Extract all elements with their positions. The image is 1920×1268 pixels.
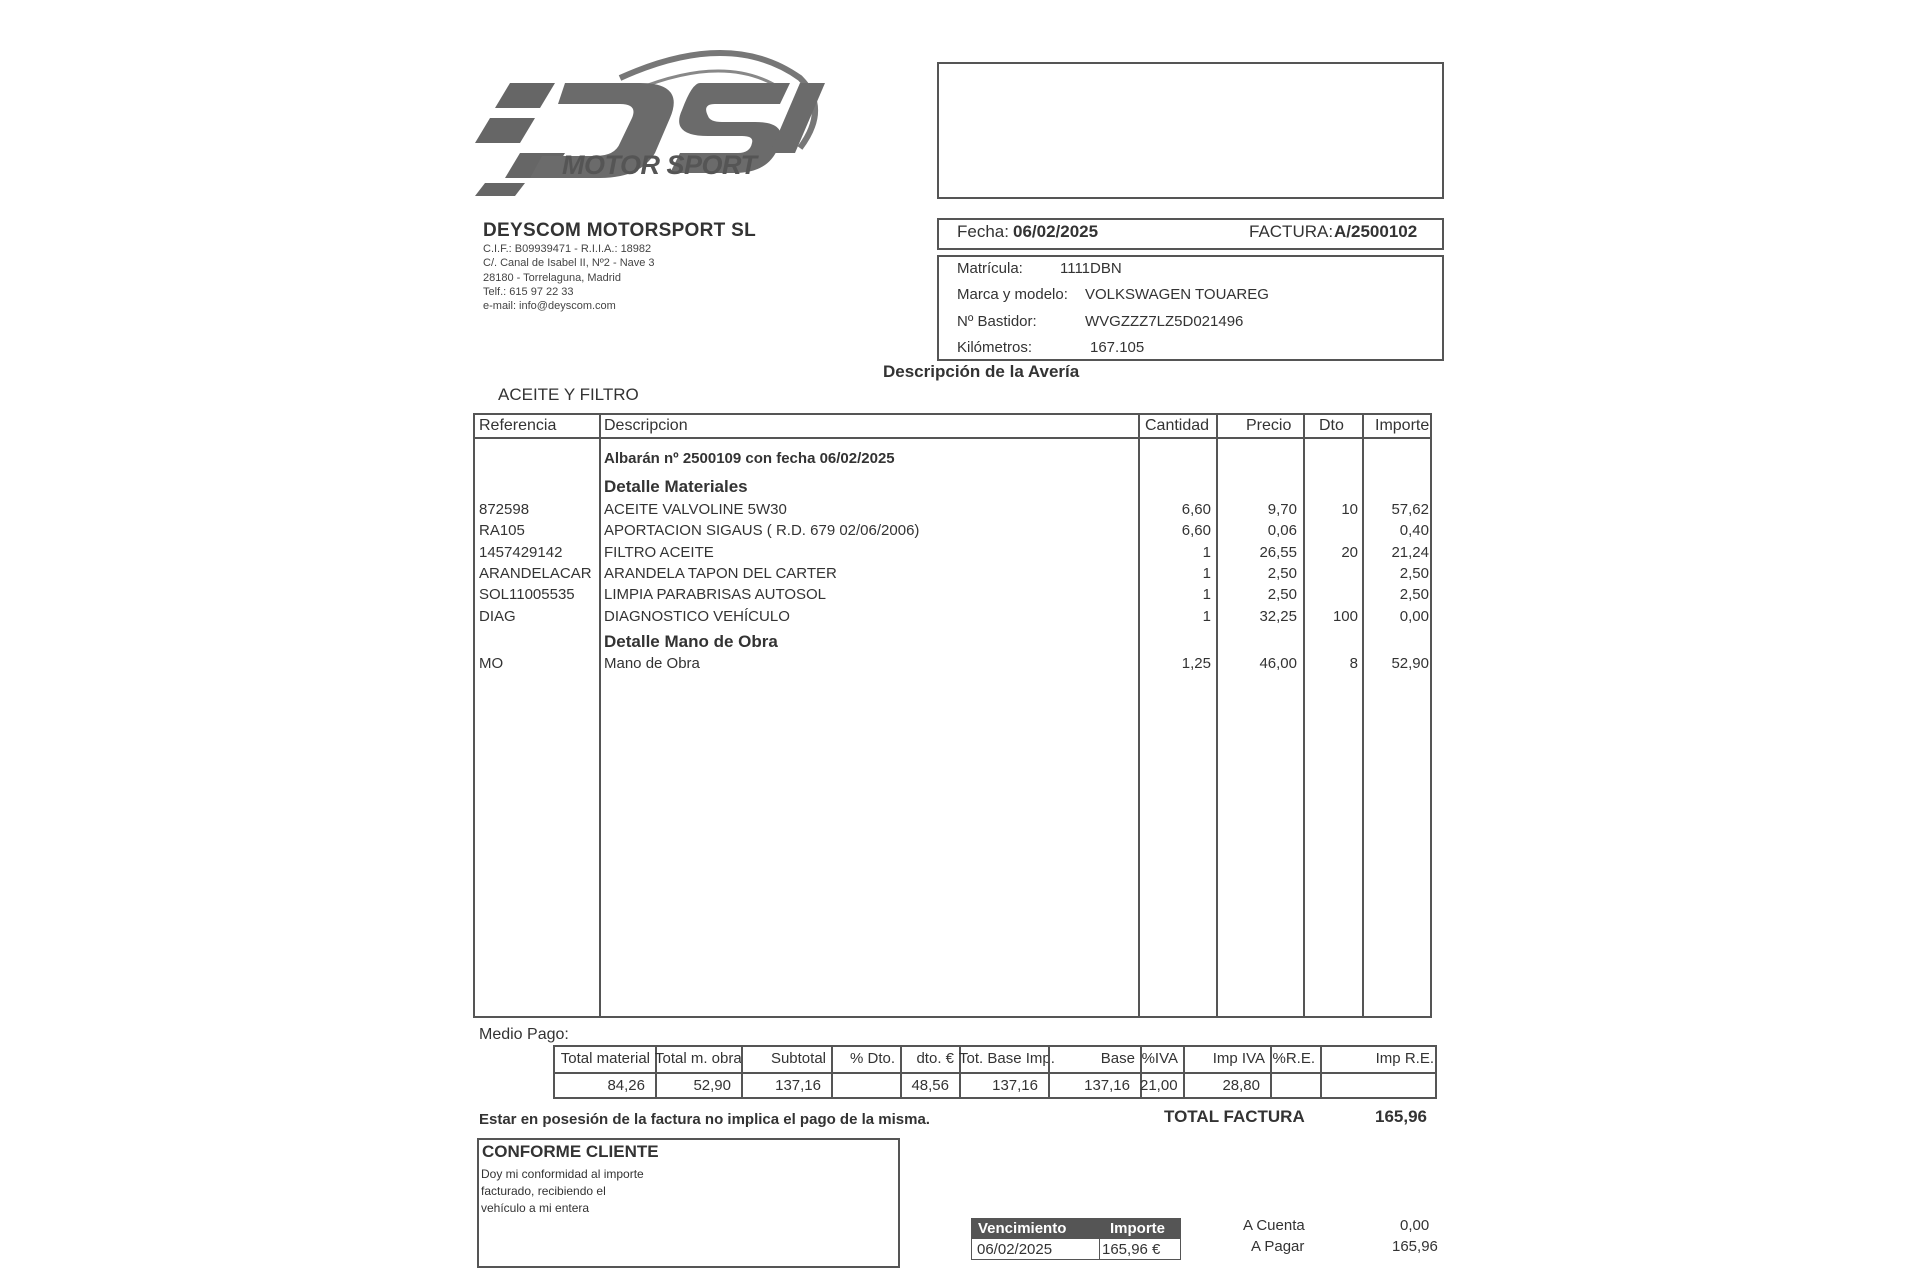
cell-dto: 8	[1349, 655, 1358, 672]
cell-referencia: DIAG	[479, 607, 516, 625]
cell-precio: 9,70	[1267, 501, 1297, 518]
cell-referencia: MO	[479, 655, 504, 672]
items-table	[473, 413, 1432, 1018]
totals-header: % Dto.	[849, 1050, 895, 1067]
matricula-value: 1111DBN	[1060, 260, 1122, 277]
header-descripcion: Descripcion	[604, 417, 688, 434]
factura-value: A/2500102	[1334, 222, 1418, 241]
averia-text: ACEITE Y FILTRO	[498, 385, 639, 404]
cell-precio: 2,50	[1267, 564, 1297, 582]
cell-precio: 32,25	[1259, 607, 1297, 625]
cell-precio: 26,55	[1259, 543, 1297, 561]
cell-referencia: 872598	[479, 501, 530, 518]
vencimiento-col-divider	[1099, 1219, 1100, 1259]
logo-text: MOTOR SPORT	[562, 150, 757, 180]
factura-label: FACTURA:	[1249, 222, 1334, 241]
km-value: 167.105	[1090, 339, 1145, 356]
totals-value: 21,00	[1140, 1077, 1178, 1094]
cell-importe: 2,50	[1399, 564, 1429, 582]
cell-importe: 21,24	[1391, 543, 1429, 561]
vencimiento-importe: 165,96 €	[1102, 1241, 1161, 1258]
a-cuenta-value: 0,00	[1400, 1217, 1430, 1234]
medio-pago-label: Medio Pago:	[479, 1026, 569, 1043]
cell-precio: 2,50	[1267, 586, 1297, 604]
cell-cantidad: 6,60	[1181, 501, 1211, 518]
company-phone: Telf.: 615 97 22 33	[483, 286, 574, 298]
col-divider	[599, 415, 601, 1016]
cell-descripcion: ARANDELA TAPON DEL CARTER	[604, 564, 837, 582]
cell-referencia: ARANDELACAR	[479, 564, 592, 582]
totals-table	[553, 1045, 1437, 1099]
totals-value: 52,90	[693, 1077, 731, 1094]
total-factura-label: TOTAL FACTURA	[1164, 1107, 1305, 1126]
client-address-box	[937, 62, 1444, 199]
totals-header: Subtotal	[770, 1050, 826, 1067]
totals-value: 48,56	[911, 1077, 949, 1094]
cell-dto: 100	[1332, 607, 1358, 625]
totals-header: Base	[1100, 1050, 1135, 1067]
totals-header: Imp R.E.	[1375, 1050, 1434, 1067]
cell-importe: 2,50	[1399, 586, 1429, 604]
cell-descripcion: FILTRO ACEITE	[604, 543, 714, 561]
a-cuenta-label: A Cuenta	[1243, 1217, 1305, 1234]
header-precio: Precio	[1246, 417, 1292, 434]
company-city: 28180 - Torrelaguna, Madrid	[483, 272, 621, 284]
cell-importe: 0,00	[1399, 607, 1429, 625]
company-address: C/. Canal de Isabel II, Nº2 - Nave 3	[483, 257, 655, 269]
conforme-line: facturado, recibiendo el	[481, 1184, 606, 1198]
totals-header: dto. €	[916, 1050, 954, 1067]
cell-precio: 0,06	[1267, 522, 1297, 540]
totals-value: 137,16	[1084, 1077, 1130, 1094]
conforme-title: CONFORME CLIENTE	[482, 1142, 659, 1161]
matricula-label: Matrícula:	[957, 260, 1023, 277]
totals-header: Total m. obra	[655, 1050, 742, 1067]
company-email: e-mail: info@deyscom.com	[483, 300, 616, 312]
cell-referencia: RA105	[479, 522, 525, 540]
totals-header: Imp IVA	[1212, 1050, 1265, 1067]
cell-cantidad: 1	[1202, 607, 1211, 625]
cell-descripcion: APORTACION SIGAUS ( R.D. 679 02/06/2006)	[604, 522, 920, 540]
totals-header: Tot. Base Imp.	[959, 1050, 1055, 1067]
totals-header: Total material	[560, 1050, 650, 1067]
cell-descripcion: DIAGNOSTICO VEHÍCULO	[604, 607, 790, 625]
averia-title: Descripción de la Avería	[883, 362, 1080, 381]
cell-cantidad: 1	[1202, 586, 1211, 604]
a-pagar-label: A Pagar	[1251, 1238, 1305, 1255]
company-cif: C.I.F.: B09939471 - R.I.I.A.: 18982	[483, 243, 652, 255]
section-mano-obra: Detalle Mano de Obra	[604, 632, 778, 651]
vencimiento-table	[971, 1218, 1181, 1260]
header-dto: Dto	[1319, 417, 1344, 434]
cell-importe: 0,40	[1399, 522, 1429, 540]
cell-importe: 52,90	[1391, 655, 1429, 672]
bastidor-label: Nº Bastidor:	[957, 313, 1037, 330]
cell-importe: 57,62	[1391, 501, 1429, 518]
header-referencia: Referencia	[479, 417, 557, 434]
cell-cantidad: 6,60	[1181, 522, 1211, 540]
header-importe: Importe	[1375, 417, 1430, 434]
vencimiento-h2: Importe	[1110, 1220, 1166, 1237]
cell-cantidad: 1	[1202, 564, 1211, 582]
totals-value: 84,26	[607, 1077, 645, 1094]
section-materiales: Detalle Materiales	[604, 477, 748, 496]
cell-descripcion: ACEITE VALVOLINE 5W30	[604, 501, 787, 518]
fecha-label: Fecha:	[957, 222, 1009, 241]
cell-referencia: SOL11005535	[479, 586, 575, 604]
albaran-line: Albarán nº 2500109 con fecha 06/02/2025	[604, 450, 895, 467]
header-cantidad: Cantidad	[1145, 417, 1210, 434]
vencimiento-fecha: 06/02/2025	[977, 1241, 1053, 1258]
cell-precio: 46,00	[1259, 655, 1297, 672]
km-label: Kilómetros:	[957, 339, 1033, 356]
bastidor-value: WVGZZZ7LZ5D021496	[1085, 313, 1244, 330]
total-factura-value: 165,96	[1375, 1107, 1427, 1126]
conforme-line: Doy mi conformidad al importe	[481, 1167, 644, 1181]
totals-header: %IVA	[1141, 1050, 1178, 1067]
marca-value: VOLKSWAGEN TOUAREG	[1085, 286, 1269, 303]
totals-header: %R.E.	[1272, 1050, 1315, 1067]
cell-cantidad: 1,25	[1181, 655, 1211, 672]
company-name: DEYSCOM MOTORSPORT SL	[483, 220, 757, 241]
cell-descripcion: LIMPIA PARABRISAS AUTOSOL	[604, 586, 827, 604]
totals-value: 137,16	[775, 1077, 821, 1094]
cell-referencia: 1457429142	[479, 543, 563, 561]
invoice-note: Estar en posesión de la factura no implica el pago de la misma.	[479, 1111, 930, 1128]
cell-dto: 10	[1341, 501, 1358, 518]
totals-value: 28,80	[1222, 1077, 1260, 1094]
cell-dto: 20	[1341, 543, 1358, 561]
totals-value: 137,16	[992, 1077, 1038, 1094]
marca-label: Marca y modelo:	[957, 286, 1068, 303]
vencimiento-h1: Vencimiento	[978, 1220, 1067, 1237]
company-logo	[470, 38, 840, 200]
fecha-value: 06/02/2025	[1013, 222, 1099, 241]
a-pagar-value: 165,96	[1392, 1238, 1438, 1255]
cell-cantidad: 1	[1202, 543, 1211, 561]
conforme-line: vehículo a mi entera	[481, 1201, 590, 1215]
cell-descripcion: Mano de Obra	[604, 655, 700, 672]
